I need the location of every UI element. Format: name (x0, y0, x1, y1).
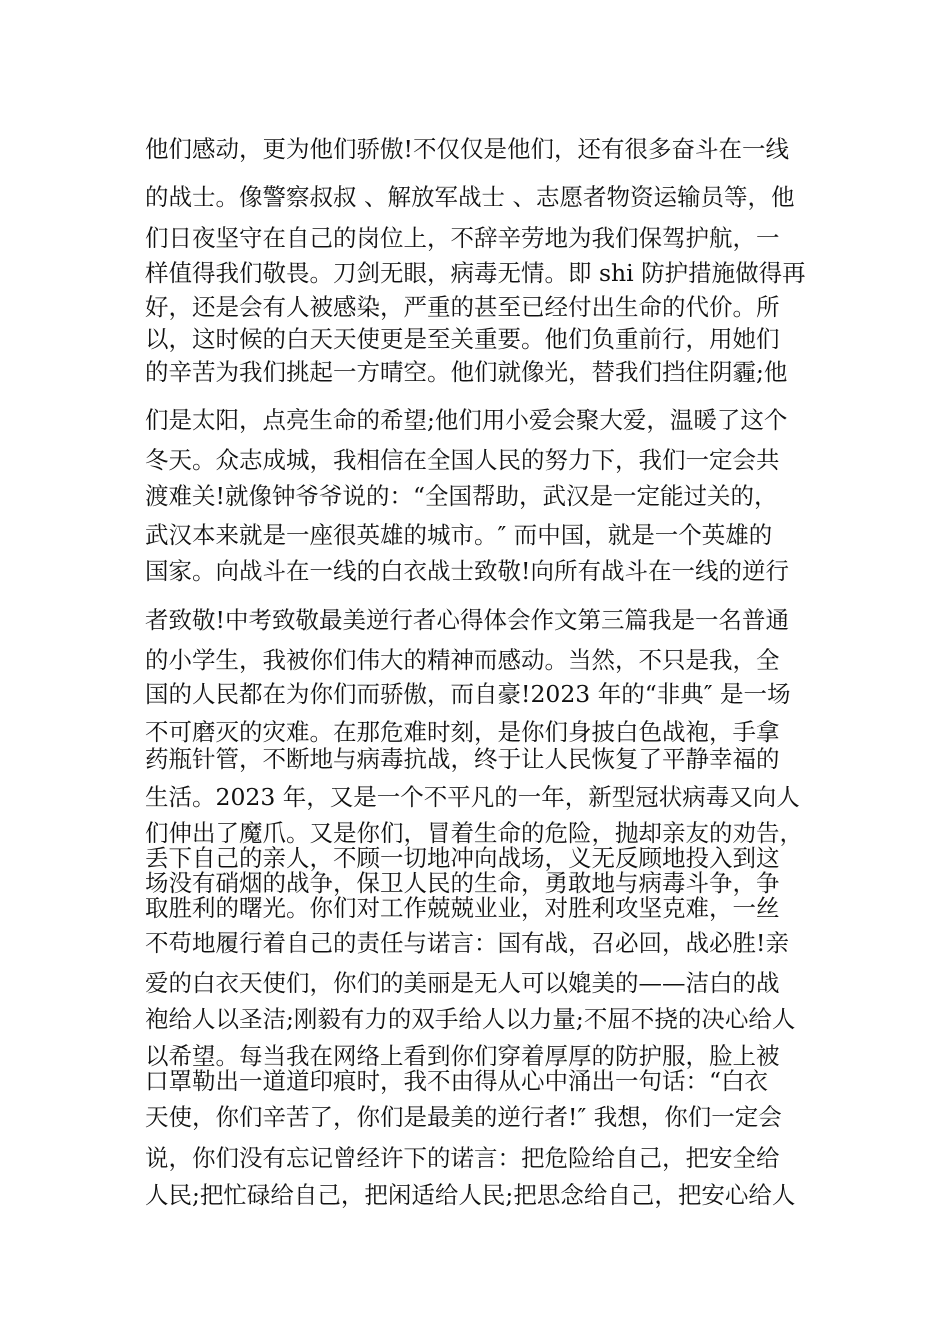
text-line: 们是太阳，点亮生命的希望;他们用小爱会聚大爱，温暖了这个 (145, 406, 788, 434)
text-line: 们日夜坚守在自己的岗位上，不辞辛劳地为我们保驾护航，一 (145, 224, 780, 252)
text-line: 不可磨灭的灾难。在那危难时刻，是你们身披白色战袍，手拿 (145, 718, 780, 746)
text-line: 渡难关!就像钟爷爷说的：“全国帮助，武汉是一定能过关的， (145, 482, 778, 510)
text-line: 不苟地履行着自己的责任与诺言：国有战，召必回，战必胜!亲 (145, 929, 789, 957)
text-line: 他们感动，更为他们骄傲!不仅仅是他们，还有很多奋斗在一线 (145, 135, 789, 163)
text-line: 爱的白衣天使们，你们的美丽是无人可以媲美的——洁白的战 (145, 969, 780, 997)
text-line: 说，你们没有忘记曾经许下的诺言：把危险给自己，把安全给 (145, 1144, 780, 1172)
text-line: 们伸出了魔爪。又是你们，冒着生命的危险，抛却亲友的劝告， (145, 819, 803, 847)
text-line: 生活。2023 年，又是一个不平凡的一年，新型冠状病毒又向人 (145, 783, 800, 811)
text-line: 的战士。像警察叔叔 、解放军战士 、志愿者物资运输员等，他 (145, 183, 795, 211)
text-line: 场没有硝烟的战争，保卫人民的生命，勇敢地与病毒斗争，争 (145, 869, 780, 897)
text-line: 者致敬!中考致敬最美逆行者心得体会作文第三篇我是一名普通 (145, 606, 789, 634)
text-line: 冬天。众志成城，我相信在全国人民的努力下，我们一定会共 (145, 446, 780, 474)
text-line: 药瓶针管，不断地与病毒抗战，终于让人民恢复了平静幸福的 (145, 745, 780, 773)
text-line: 人民;把忙碌给自己，把闲适给人民;把思念给自己，把安心给人 (145, 1181, 796, 1209)
text-line: 取胜利的曙光。你们对工作兢兢业业，对胜利攻坚克难，一丝 (145, 894, 780, 922)
text-line: 天使，你们辛苦了，你们是最美的逆行者!″ 我想，你们一定会 (145, 1103, 782, 1131)
text-line: 口罩勒出一道道印痕时，我不由得从心中涌出一句话：“白衣 (145, 1067, 769, 1095)
text-line: 武汉本来就是一座很英雄的城市。″ 而中国，就是一个英雄的 (145, 521, 773, 549)
text-line: 袍给人以圣洁;刚毅有力的双手给人以力量;不屈不挠的决心给人 (145, 1005, 796, 1033)
text-line: 国的人民都在为你们而骄傲，而自豪!2023 年的“非典″ 是一场 (145, 680, 791, 708)
text-line: 国家。向战斗在一线的白衣战士致敬!向所有战斗在一线的逆行 (145, 557, 789, 585)
text-line: 以希望。每当我在网络上看到你们穿着厚厚的防护服，脸上被 (145, 1042, 780, 1070)
text-line: 以，这时候的白天天使更是至关重要。他们负重前行，用她们 (145, 325, 780, 353)
text-line: 的辛苦为我们挑起一方晴空。他们就像光，替我们挡住阴霾;他 (145, 358, 788, 386)
text-line: 丢下自己的亲人，不顾一切地冲向战场，义无反顾地投入到这 (145, 844, 780, 872)
text-line: 样值得我们敬畏。刀剑无眼，病毒无情。即 shi 防护措施做得再 (145, 259, 806, 287)
text-line: 的小学生，我被你们伟大的精神而感动。当然，不只是我，全 (145, 646, 780, 674)
text-line: 好，还是会有人被感染，严重的甚至已经付出生命的代价。所 (145, 293, 780, 321)
